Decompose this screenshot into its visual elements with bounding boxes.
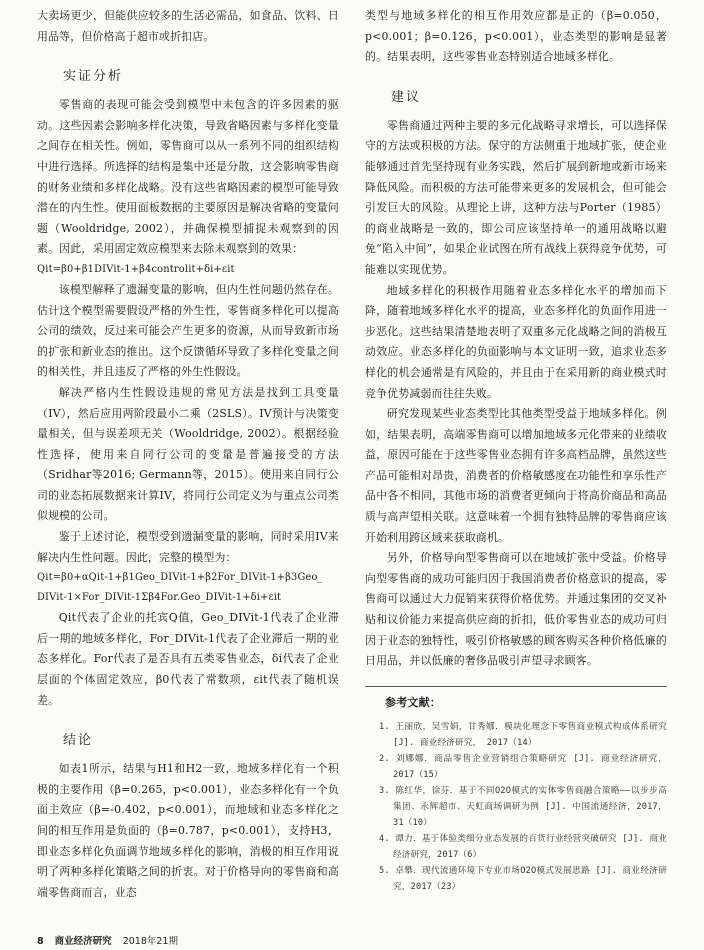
section-title-empirical: 实证分析 [63, 69, 124, 85]
reference-item: 2. 刘娜娜．商品零售企业营销组合策略研究 [J]. 商业经济研究，2017（15） [379, 754, 667, 781]
reference-item: 3. 陈红华，徐芬．基于不同O2O模式的实体零售商融合策略——以步步高集团、永辉超市、天虹商场调研为例 [J]. 中国流通经济，2017，31（10） [379, 786, 667, 829]
journal-issue: 2018年21期 [122, 936, 178, 947]
paragraph: 该模型解释了遗漏变量的影响，但内生性问题仍然存在。估计这个模型需要假设严格的外生性，零售商多样化可以提高公司的绩效，反过来可能会产生更多的资源，从而导致新市场的扩张和新业态的推出。这个反馈循环导致了多样化变量之间的相关性，并且违反了严格的外生性假设。 [37, 282, 339, 379]
paragraph: 研究发现某些业态类型比其他类型受益于地域多样化。例如，结果表明，高端零售商可以增加地域多元化带来的业绩收益，原因可能在于这些零售业态拥有许多高档品牌，虽然这些产品可能相对昂贵，消费者的价格敏感度在功能性和享乐性产品中各不相同，其他市场的消费者更倾向于将高价商品和高品质与高声望相关联。这意味着一个拥有独特品牌的零售商应该开始利用跨区域来获取商机。 [365, 407, 667, 544]
right-column [365, 6, 667, 895]
paragraph: 鉴于上述讨论，模型受到遗漏变量的影响，同时采用IV来解决内生性问题。因此，完整的模型为： [37, 530, 339, 564]
paragraph: 地域多样化的积极作用随着业态多样化水平的增加而下降，随着地域多样化水平的提高，业态多样化的负面作用进一步恶化。这些结果清楚地表明了双重多元化战略之间的消极互动效应。业态多样化的负面影响与本文证明一致，追求业态多样化的机会通常是有风险的，并且由于在采用新的商业模式时竞争优势减弱而往往失败。 [365, 283, 667, 400]
page-footer [37, 933, 178, 947]
page-number: 8 [37, 936, 44, 947]
section-title-suggestions: 建议 [391, 89, 422, 105]
reference-item: 5. 卓攀．现代流通环境下专业市场O2O模式发展思路 [J]. 商业经济研究，2017（23） [379, 866, 667, 893]
paragraph: Qit代表了企业的托宾Q值，Geo_DIVit-1代表了企业滞后一期的地域多样化，For_DIVit-1代表了企业滞后一期的业态多样化。For代表了是否具有五类零售业态，δi代表了企业层面的个体固定效应，β0代表了常数项，εit代表了随机误差。 [37, 611, 339, 707]
paragraph: 另外，价格导向型零售商可以在地域扩张中受益。价格导向型零售商的成功可能归因于我国消费者价格意识的提高，零售商可以通过大力促销来获得价格优势。并通过集团的交叉补贴和议价能力来提高供应商的折扣，低价零售业态的成功可归因于业态的独特性，吸引价格敏感的顾客购买各种价格低廉的日用品，并以低廉的奢侈品吸引声望寻求顾客。 [365, 551, 667, 668]
references-title: 参考文献： [385, 695, 441, 709]
paragraph: 如表1所示，结果与H1和H2一致，地域多样化有一个积极的主要作用（β=0.265，p<0.001），业态多样化有一个负面主效应（β=-0.402，p<0.001），而地域和业态多样化之间的相互作用是负面的（β=0.787，p<0.001），支持H3，即业态多样化负面调节地域多样化的影响，消极的相互作用说明了两种多样化策略之间的折衷。对于价格导向的零售商和高端零售商而言，业态 [37, 762, 339, 899]
continued-paragraph: 类型与地域多样化的相互作用效应都是正的（β=0.050，p<0.001；β=0.126，p<0.001），业态类型的影响是显著的。结果表明，这些零售业态特别适合地域多样化。 [365, 9, 667, 64]
section-title-conclusion: 结论 [63, 733, 94, 749]
paragraph: 零售商的表现可能会受到模型中未包含的许多因素的驱动。这些因素会影响多样化决策，导致省略因素与多样化变量之间存在相关性。例如，零售商可以从一系列不同的组织结构中进行选择。所选择的结构是集中还是分散，这会影响零售商的财务业绩和多样化战略。没有这些省略因素的模型可能导致潜在的内生性。使用面板数据的主要原因是解决省略的变量问题（Wooldridge, 2002），并确保模型捕捉未观察到的因素。因此，采用固定效应模型来去除未观察到的效果： [37, 98, 339, 256]
paragraph: 解决严格内生性假设违规的常见方法是找到工具变量（IV），然后应用两阶段最小二乘（2SLS）。IV预计与决策变量相关，但与误差项无关（Wooldridge, 2002）。根据经验性选择，使用来自同行公司的变量是普遍接受的方法（Sridhar等2016; Germann等，2015）。使用来自同行公司的业态拓展数据来计算IV，将同行公司定义为与重点公司类似规模的公司。 [37, 385, 339, 523]
references-section [365, 686, 667, 896]
journal-name: 商业经济研究 [54, 936, 112, 947]
reference-item: 4. 谭力．基于体验类细分业态发展的百货行业经营突破研究 [J]. 商业经济研究，2017（6） [379, 834, 667, 861]
formula-2-line-1: Qit=β0+αQit-1+β1Geo_DIVit-1+β2For_DIVit-1+β3Geo_ [37, 572, 323, 584]
formula-2-line-2: DIVit-1×For_DIVit-1Σβ4For.Geo_DIVit-1+δi+εit [37, 592, 282, 604]
formula-1: Qit=β0+β1DIVit-1+β4controlit+δi+εit [37, 263, 235, 275]
intro-paragraph: 大卖场更少，但能供应较多的生活必需品，如食品、饮料、日用品等，但价格高于超市或折扣店。 [37, 9, 339, 43]
left-column [37, 6, 339, 903]
reference-item: 1. 王丽欣，吴雪娟，甘秀娜．模块化理念下零售商业模式构成体系研究 [J]. 商业经济研究， 2017（14） [379, 722, 667, 749]
paragraph: 零售商通过两种主要的多元化战略寻求增长，可以选择保守的方法或积极的方法。保守的方法侧重于地域扩张，使企业能够通过首先坚持现有业务实践，然后扩展到新地或新市场来降低风险。而积极的方法可能带来更多的发展机会，但可能会引发巨大的风险。从理论上讲，这种方法与Porter（1985）的商业战略是一致的，即公司应该坚持单一的通用战略以避免“陷入中间”，如果企业试图在所有战线上获得竞争优势，可能难以实现优势。 [365, 118, 667, 276]
